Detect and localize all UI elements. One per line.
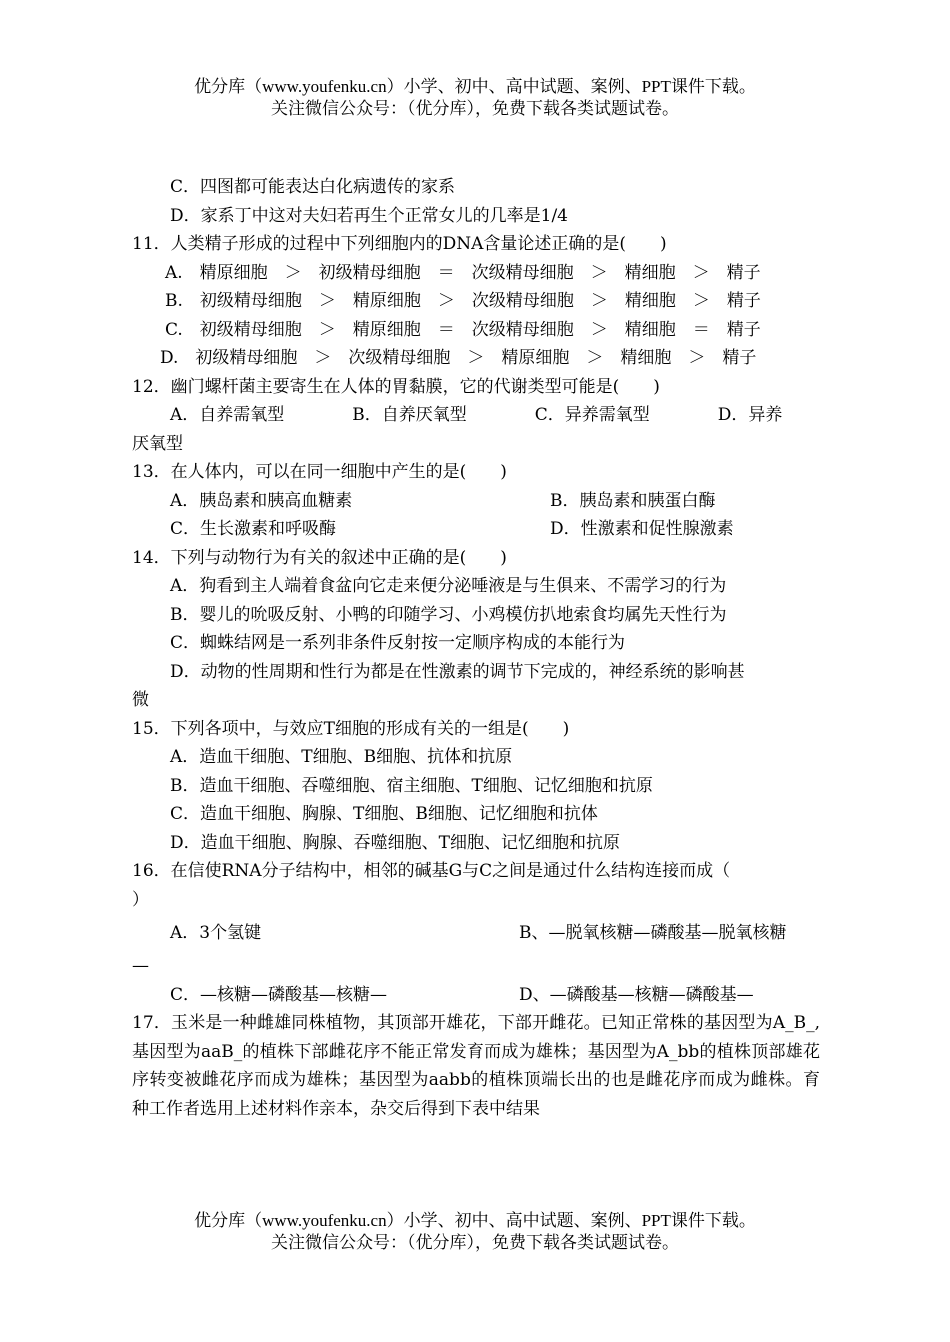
q11-option-b: B. 初级精母细胞 ＞ 精原细胞 ＞ 次级精母细胞 ＞ 精细胞 ＞ 精子 [165,291,761,311]
q15-option-d: D．造血干细胞、胸腺、吞噬细胞、T细胞、记忆细胞和抗原 [170,832,620,853]
q16-option-c: C．—核糖—磷酸基—核糖— [170,984,388,1005]
footer-line-2: 关注微信公众号：（优分库），免费下载各类试题试卷。 [271,1233,679,1252]
q14-stem: 14．下列与动物行为有关的叙述中正确的是( ) [132,547,507,568]
q13-option-a: A．胰岛素和胰高血糖素 [170,490,353,511]
q16-option-d: D、—磷酸基—核糖—磷酸基— [519,984,754,1005]
exam-content [132,173,820,1123]
q13-option-b: B．胰岛素和胰蛋白酶 [550,490,716,511]
q12-options-tail: 厌氧型 [132,433,183,454]
page-header [0,76,950,120]
q14-option-d-tail: 微 [132,690,149,710]
footer-line-1: 优分库（www.youfenku.cn）小学、初中、高中试题、案例、PPT课件下载。 [194,1211,756,1230]
q13-row-1 [132,487,820,516]
q11-stem: 11．人类精子形成的过程中下列细胞内的DNA含量论述正确的是( ) [132,234,667,254]
q13-row-2 [132,515,820,544]
q17-text: 17．玉米是一种雌雄同株植物，其顶部开雄花，下部开雌花。已知正常株的基因型为A_B_,基因型为aaB_的植株下部雌花序不能正常发育而成为雄株；基因型为A_bb的植株顶部雄花序转变被雌花序而成为雄株；基因型为aabb的植株顶端长出的也是雌花序而成为雌株。育种工作者选用上述材料作亲本，杂交后得到下表中结果 [132,1013,820,1119]
q15-stem: 15．下列各项中，与效应T细胞的形成有关的一组是( ) [132,718,570,739]
q13-option-c: C．生长激素和呼吸酶 [170,519,337,539]
q14-option-c: C．蜘蛛结网是一系列非条件反射按一定顺序构成的本能行为 [170,633,626,653]
q16-row-2 [132,981,820,1010]
q16-stem: 16．在信使RNA分子结构中，相邻的碱基G与C之间是通过什么结构连接而成（ [132,861,731,881]
q12-options: A．自养需氧型 B．自养厌氧型 C．异养需氧型 D．异养 [170,405,783,425]
q11-option-a: A. 精原细胞 ＞ 初级精母细胞 ＝ 次级精母细胞 ＞ 精细胞 ＞ 精子 [165,262,761,283]
q14-option-a: A．狗看到主人端着食盆向它走来便分泌唾液是与生俱来、不需学习的行为 [170,576,727,596]
q16-option-b-tail: — [132,956,149,976]
q16-option-a: A．3个氢键 [170,923,262,943]
q13-option-d: D．性激素和促性腺激素 [550,519,734,539]
q16-stem-tail: ） [132,889,149,910]
header-line-2: 关注微信公众号：（优分库），免费下载各类试题试卷。 [271,99,679,118]
q16-option-b: B、—脱氧核糖—磷酸基—脱氧核糖 [519,923,787,943]
q15-option-c: C．造血干细胞、胸腺、T细胞、B细胞、记忆细胞和抗体 [170,804,598,824]
q10-option-c: C．四图都可能表达白化病遗传的家系 [170,177,456,197]
q11-option-c: C. 初级精母细胞 ＞ 精原细胞 ＝ 次级精母细胞 ＞ 精细胞 ＝ 精子 [165,319,761,340]
q11-option-d: D. 初级精母细胞 ＞ 次级精母细胞 ＞ 精原细胞 ＞ 精细胞 ＞ 精子 [160,348,757,368]
q12-stem: 12．幽门螺杆菌主要寄生在人体的胃黏膜，它的代谢类型可能是( ) [132,376,660,397]
q14-option-b: B．婴儿的吮吸反射、小鸭的印随学习、小鸡模仿扒地索食均属先天性行为 [170,604,727,625]
q16-row-1 [132,914,820,952]
page-footer [0,1210,950,1254]
header-line-1: 优分库（www.youfenku.cn）小学、初中、高中试题、案例、PPT课件下载。 [194,77,756,96]
q15-option-b: B．造血干细胞、吞噬细胞、宿主细胞、T细胞、记忆细胞和抗原 [170,775,653,796]
q13-stem: 13．在人体内，可以在同一细胞中产生的是( ) [132,462,507,482]
q14-option-d: D．动物的性周期和性行为都是在性激素的调节下完成的，神经系统的影响甚 [170,661,745,682]
q15-option-a: A．造血干细胞、T细胞、B细胞、抗体和抗原 [170,747,513,767]
q10-option-d: D．家系丁中这对夫妇若再生个正常女儿的几率是1/4 [170,205,568,226]
